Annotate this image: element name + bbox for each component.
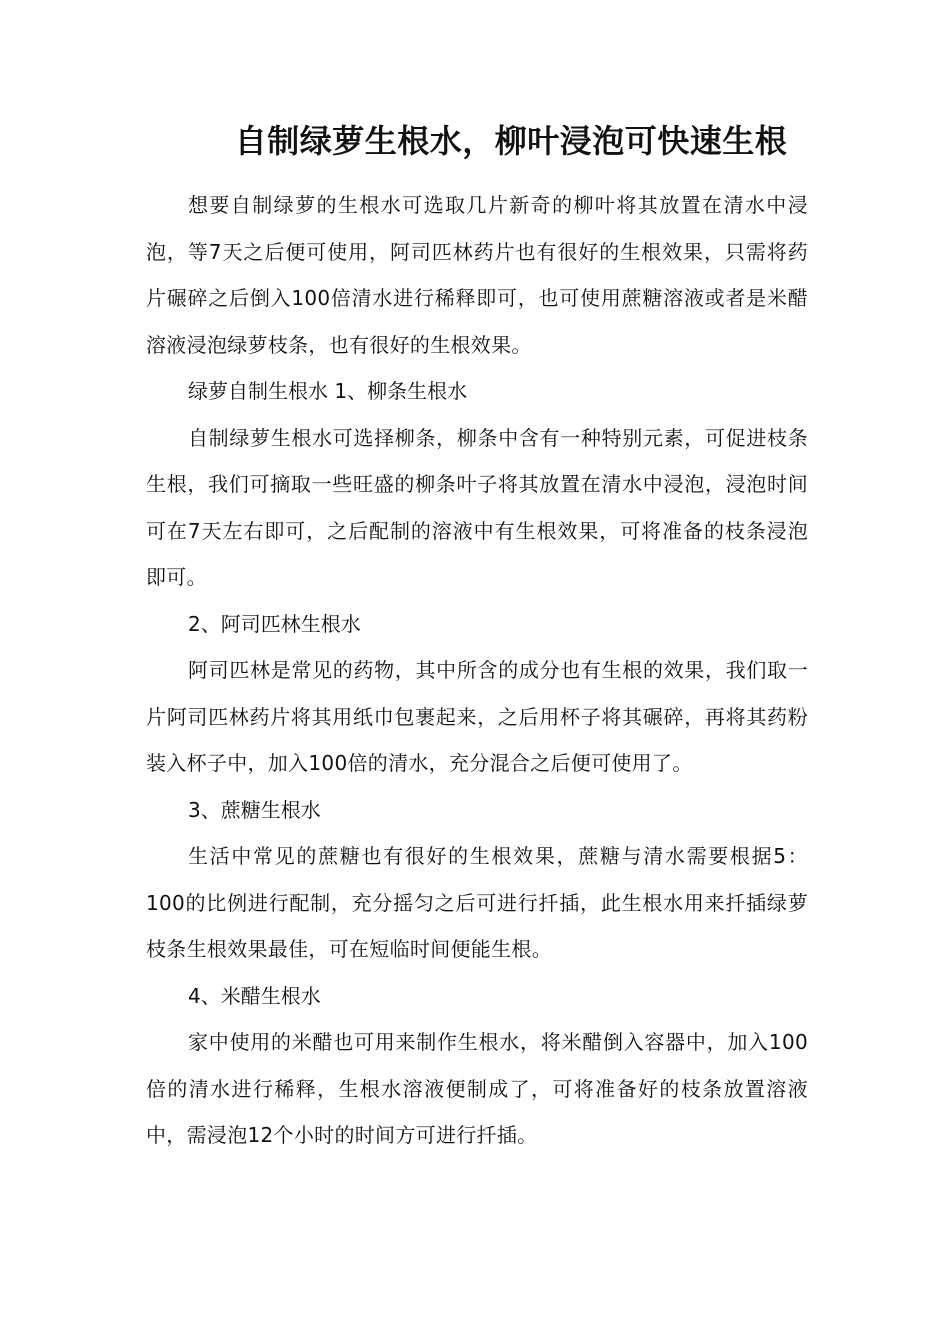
paragraph-willow: 自制绿萝生根水可选择柳条，柳条中含有一种特别元素，可促进枝条生根，我们可摘取一些旺盛的柳条叶子将其放置在清水中浸泡，浸泡时间可在7天左右即可，之后配制的溶液中有生根效果，可将准备的枝条浸泡即可。 [146,425,808,589]
paragraph-vinegar: 家中使用的米醋也可用来制作生根水，将米醋倒入容器中，加入100倍的清水进行稀释，生根水溶液便制成了，可将准备好的枝条放置溶液中，需浸泡12个小时的时间方可进行扦插。 [146,1030,808,1147]
paragraph-intro: 想要自制绿萝的生根水可选取几片新奇的柳叶将其放置在清水中浸泡，等7天之后便可使用，阿司匹林药片也有很好的生根效果，只需将药片碾碎之后倒入100倍清水进行稀释即可，也可使用蔗糖溶液或者是米醋溶液浸泡绿萝枝条，也有很好的生根效果。 [146,193,808,357]
section-heading-sucrose: 3、蔗糖生根水 [188,797,321,822]
document-body [146,182,808,1159]
paragraph-aspirin: 阿司匹林是常见的药物，其中所含的成分也有生根的效果，我们取一片阿司匹林药片将其用纸巾包裹起来，之后用杯子将其碾碎，再将其药粉装入杯子中，加入100倍的清水，充分混合之后便可使用了。 [146,658,808,775]
paragraph-sucrose: 生活中常见的蔗糖也有很好的生根效果，蔗糖与清水需要根据5：100的比例进行配制，充分摇匀之后可进行扦插，此生根水用来扦插绿萝枝条生根效果最佳，可在短临时间便能生根。 [146,844,808,961]
document-title: 自制绿萝生根水，柳叶浸泡可快速生根 [234,122,788,160]
section-heading-vinegar: 4、米醋生根水 [188,983,321,1008]
section-heading-willow: 绿萝自制生根水 1、柳条生根水 [188,379,468,403]
section-heading-aspirin: 2、阿司匹林生根水 [188,611,361,636]
